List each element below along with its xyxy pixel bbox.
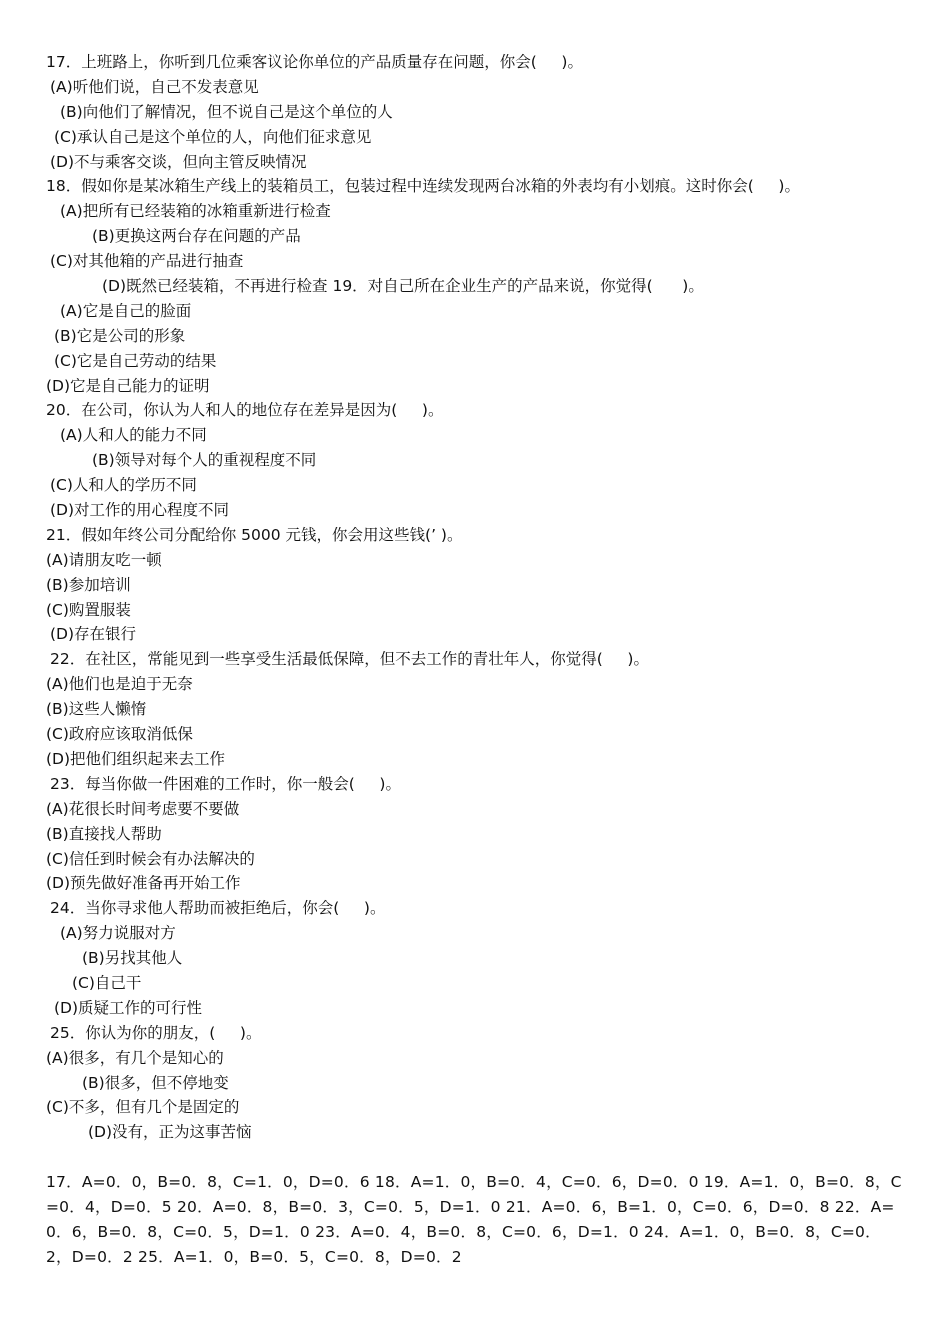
document-line: (C)不多，但有几个是固定的 bbox=[46, 1098, 240, 1117]
document-line: (A)把所有已经装箱的冰箱重新进行检查 bbox=[60, 202, 331, 221]
document-line: (B)另找其他人 bbox=[82, 949, 183, 968]
document-line: (C)承认自己是这个单位的人，向他们征求意见 bbox=[54, 127, 372, 146]
document-line: (D)它是自己能力的证明 bbox=[46, 376, 210, 395]
document-line: (A)他们也是迫于无奈 bbox=[46, 675, 193, 694]
answer-key: 17．A=0．0，B=0．8，C=1．0，D=0．6 18．A=1．0，B=0．4，C=0．6，D=0．0 19．A=1．0，B=0．8，C=0．4，D=0．5 20．A=0．8，B=0．3，C=0．5，D=1．0 21．A=0．6，B=1．0，C=0．6，D=0．8 22．A=0．6，B=0．8，C=0．5，D=1．0 23．A=0．4，B=0．8，C=0．6，D=1．0 24．A=1．0，B=0．8，C=0．2，D=0．2 25．A=1．0，B=0．5，C=0．8，D=0．2 bbox=[46, 1173, 902, 1266]
document-line: 22．在社区，常能见到一些享受生活最低保障，但不去工作的青壮年人，你觉得( )。 bbox=[50, 650, 649, 669]
document-line: (C)自己干 bbox=[72, 973, 142, 992]
document-line: (A)花很长时间考虑要不要做 bbox=[46, 799, 240, 818]
document-line: (C)人和人的学历不同 bbox=[50, 476, 197, 495]
document-line: (A)请朋友吃一顿 bbox=[46, 550, 162, 569]
document-line: 21．假如年终公司分配给你 5000 元钱，你会用这些钱(’ )。 bbox=[46, 525, 463, 544]
document-line: 18．假如你是某冰箱生产线上的装箱员工，包装过程中连续发现两台冰箱的外表均有小划痕。这时你会( )。 bbox=[46, 177, 800, 196]
document-line: (D)预先做好准备再开始工作 bbox=[46, 874, 241, 893]
document-line: (A)听他们说，自己不发表意见 bbox=[50, 77, 259, 96]
document-line: (B)领导对每个人的重视程度不同 bbox=[92, 451, 317, 470]
document-line: (A)很多，有几个是知心的 bbox=[46, 1048, 224, 1067]
document-line: (D)存在银行 bbox=[50, 625, 137, 644]
document-page bbox=[46, 50, 906, 1270]
document-line: (B)更换这两台存在问题的产品 bbox=[92, 227, 301, 246]
document-line: (C)它是自己劳动的结果 bbox=[54, 351, 217, 370]
document-line: (D)既然已经装箱，不再进行检查 19．对自己所在企业生产的产品来说，你觉得( )。 bbox=[102, 277, 704, 296]
question-list bbox=[46, 50, 906, 1145]
document-line: (C)信任到时候会有办法解决的 bbox=[46, 849, 255, 868]
document-line: 24．当你寻求他人帮助而被拒绝后，你会( )。 bbox=[50, 899, 386, 918]
document-line: (A)人和人的能力不同 bbox=[60, 426, 207, 445]
document-line: 20．在公司，你认为人和人的地位存在差异是因为( )。 bbox=[46, 401, 444, 420]
document-line: (C)对其他箱的产品进行抽查 bbox=[50, 252, 244, 271]
document-line: (B)很多，但不停地变 bbox=[82, 1073, 229, 1092]
document-line: (B)向他们了解情况，但不说自己是这个单位的人 bbox=[60, 102, 393, 121]
document-line: (D)质疑工作的可行性 bbox=[54, 998, 203, 1017]
document-line: (D)把他们组织起来去工作 bbox=[46, 749, 226, 768]
document-line: (B)直接找人帮助 bbox=[46, 824, 162, 843]
document-line: (C)购置服装 bbox=[46, 600, 131, 619]
document-line: (B)它是公司的形象 bbox=[54, 326, 186, 345]
document-line: 25．你认为你的朋友，( )。 bbox=[50, 1023, 262, 1042]
document-line: (B)参加培训 bbox=[46, 575, 131, 594]
document-line: 23．每当你做一件困难的工作时，你一般会( )。 bbox=[50, 774, 401, 793]
document-line: (A)它是自己的脸面 bbox=[60, 301, 192, 320]
document-line: (B)这些人懒惰 bbox=[46, 700, 147, 719]
document-line: (D)对工作的用心程度不同 bbox=[50, 501, 230, 520]
document-line: (D)没有，正为这事苦恼 bbox=[88, 1123, 252, 1142]
document-line: (A)努力说服对方 bbox=[60, 924, 176, 943]
document-line: (D)不与乘客交谈，但向主管反映情况 bbox=[50, 152, 307, 171]
document-line: 17．上班路上，你听到几位乘客议论你单位的产品质量存在问题，你会( )。 bbox=[46, 53, 583, 71]
document-line: (C)政府应该取消低保 bbox=[46, 725, 193, 744]
